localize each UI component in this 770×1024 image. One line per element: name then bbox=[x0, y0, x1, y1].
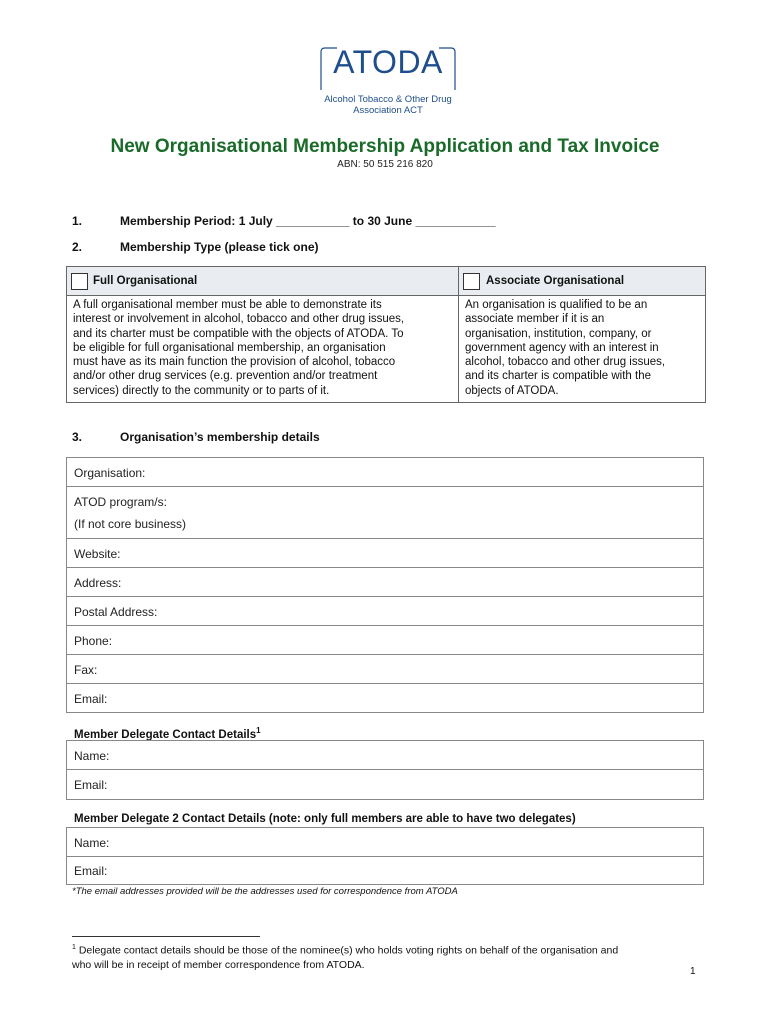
delegate1-name-field[interactable] bbox=[67, 741, 703, 770]
address-field[interactable] bbox=[67, 568, 703, 597]
atod-program-note: (If not core business) bbox=[74, 517, 187, 531]
footnote-line: Delegate contact details should be those of the nominee(s) who holds voting rights on behalf of the organisation and bbox=[78, 944, 619, 957]
delegate1-form bbox=[66, 740, 704, 800]
logo-subtitle-line1: Alcohol Tobacco & Other Drug bbox=[324, 94, 452, 105]
associate-desc-line: organisation, institution, company, or bbox=[465, 327, 652, 340]
full-desc-line: and its charter must be compatible with the objects of ATODA. To bbox=[73, 327, 404, 340]
membership-type-heading: Membership Type (please tick one) bbox=[120, 240, 319, 254]
item-2-number: 2. bbox=[72, 240, 83, 254]
delegate1-name-label: Name: bbox=[74, 749, 110, 763]
delegate1-heading-text: Member Delegate Contact Details bbox=[74, 728, 257, 741]
associate-desc-line: An organisation is qualified to be an bbox=[465, 299, 648, 311]
website-label: Website: bbox=[74, 547, 121, 561]
associate-organisational-checkbox[interactable] bbox=[463, 273, 480, 290]
item-1-number: 1. bbox=[72, 214, 83, 228]
atoda-logo bbox=[315, 42, 461, 122]
organisation-label: Organisation: bbox=[74, 466, 146, 480]
delegate1-email-label: Email: bbox=[74, 778, 108, 792]
phone-field[interactable] bbox=[67, 626, 703, 655]
page-title: New Organisational Membership Application and Tax Invoice bbox=[110, 136, 660, 157]
column-divider bbox=[458, 267, 459, 402]
associate-desc-line: alcohol, tobacco and other drug issues, bbox=[465, 356, 666, 369]
associate-organisational-description bbox=[465, 298, 665, 398]
delegate2-email-label: Email: bbox=[74, 864, 108, 878]
full-organisational-description bbox=[73, 298, 404, 398]
associate-desc-line: associate member if it is an bbox=[465, 313, 605, 326]
full-desc-line: be eligible for full organisational membership, an organisation bbox=[73, 341, 386, 354]
membership-period: Membership Period: 1 July ___________ to 30 June ____________ bbox=[120, 214, 496, 228]
item-3-number: 3. bbox=[72, 430, 83, 444]
delegate2-email-field[interactable] bbox=[67, 857, 703, 884]
associate-desc-line: objects of ATODA. bbox=[465, 384, 559, 397]
associate-desc-line: and its charter is compatible with the bbox=[465, 370, 652, 383]
logo-subtitle-line2: Association ACT bbox=[353, 105, 423, 116]
delegate2-form bbox=[66, 827, 704, 885]
footnote-mark: 1 bbox=[72, 944, 76, 951]
delegate1-heading bbox=[74, 726, 261, 741]
address-label: Address: bbox=[74, 576, 122, 590]
full-desc-line: and/or other drug services (e.g. prevention and/or treatment bbox=[73, 370, 378, 383]
abn-number: ABN: 50 515 216 820 bbox=[337, 159, 433, 170]
footnote-marker: 1 bbox=[256, 726, 261, 735]
fax-label: Fax: bbox=[74, 663, 98, 677]
email-field[interactable] bbox=[67, 684, 703, 712]
full-desc-line: interest or involvement in alcohol, tobacco and other drug issues, bbox=[73, 313, 405, 326]
footnote-line: who will be in receipt of member correspondence from ATODA. bbox=[72, 958, 365, 971]
associate-desc-line: government agency with an interest in bbox=[465, 341, 659, 354]
atod-program-field[interactable] bbox=[67, 487, 703, 539]
organisation-details-form bbox=[66, 457, 704, 713]
email-note: *The email addresses provided will be the addresses used for correspondence from ATODA bbox=[72, 886, 458, 897]
delegate2-name-label: Name: bbox=[74, 836, 110, 850]
website-field[interactable] bbox=[67, 539, 703, 568]
membership-details-heading: Organisation’s membership details bbox=[120, 430, 320, 444]
fax-field[interactable] bbox=[67, 655, 703, 684]
full-desc-line: A full organisational member must be able to demonstrate its bbox=[73, 299, 382, 311]
delegate1-email-field[interactable] bbox=[67, 770, 703, 799]
postal-address-field[interactable] bbox=[67, 597, 703, 626]
delegate2-heading: Member Delegate 2 Contact Details (note: only full members are able to have two delegates) bbox=[74, 813, 576, 825]
email-label: Email: bbox=[74, 692, 108, 706]
footnote bbox=[72, 941, 712, 972]
footnote-divider bbox=[72, 936, 260, 937]
associate-organisational-label: Associate Organisational bbox=[486, 275, 625, 287]
membership-type-table bbox=[66, 266, 706, 403]
delegate2-name-field[interactable] bbox=[67, 828, 703, 857]
organisation-field[interactable] bbox=[67, 458, 703, 487]
full-organisational-label: Full Organisational bbox=[93, 275, 198, 287]
full-desc-line: services) directly to the community or to parts of it. bbox=[73, 384, 330, 397]
full-desc-line: must have as its main function the provision of alcohol, tobacco bbox=[73, 356, 396, 369]
page-number: 1 bbox=[690, 966, 696, 977]
logo-wordmark: ATODA bbox=[333, 44, 443, 80]
atod-program-label: ATOD program/s: bbox=[74, 495, 167, 509]
postal-address-label: Postal Address: bbox=[74, 605, 158, 619]
phone-label: Phone: bbox=[74, 634, 113, 648]
full-organisational-checkbox[interactable] bbox=[71, 273, 88, 290]
